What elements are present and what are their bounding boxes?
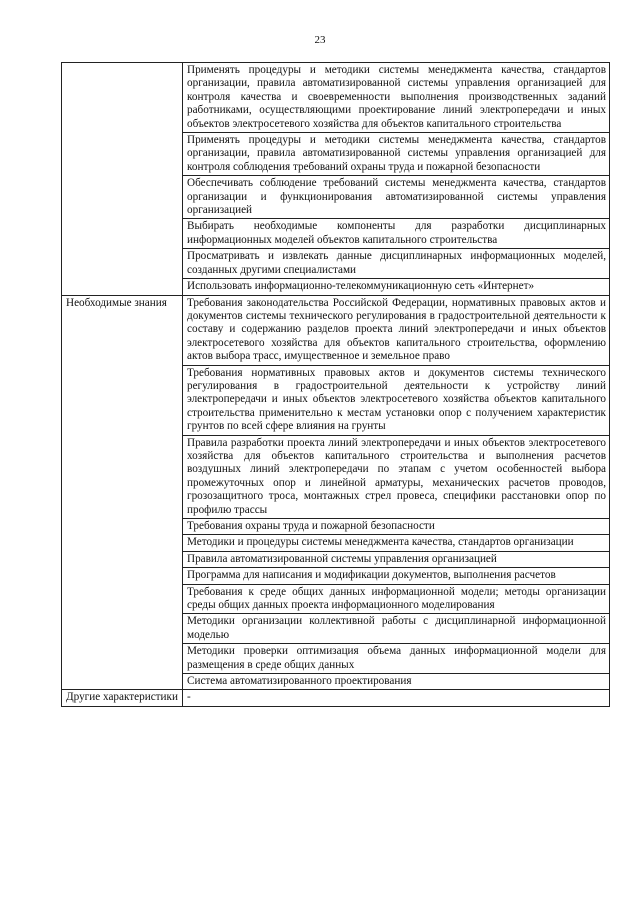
table-cell: Выбирать необходимые компоненты для разработки дисциплинарных информационных моделей объектов капитального строительства (183, 219, 610, 249)
table-cell: Требования законодательства Российской Федерации, нормативных правовых актов и документов системы технического регулирования в градостроительной деятельности к составу и содержанию разделов проекта линий электропередачи и иных объектов электросетевого хозяйства для объектов капитального строительства, оформлению актов выбора трасс, имущественное и земельное право (183, 295, 610, 365)
table-cell: Применять процедуры и методики системы менеджмента качества, стандартов организации, правила автоматизированной системы управления организацией для контроля соблюдения требований охраны труда и пожарной безопасности (183, 133, 610, 176)
table-cell: Просматривать и извлекать данные дисциплинарных информационных моделей, созданных другими специалистами (183, 249, 610, 279)
table-cell: Требования охраны труда и пожарной безопасности (183, 519, 610, 535)
table-cell: Обеспечивать соблюдение требований системы менеджмента качества, стандартов организации и функционирования автоматизированной системы управления организацией (183, 176, 610, 219)
table-row (62, 295, 610, 365)
table-cell: Правила автоматизированной системы управления организацией (183, 551, 610, 567)
table-row (62, 63, 610, 133)
row-label-other: Другие характеристики (62, 690, 183, 706)
row-label-knowledge: Необходимые знания (62, 295, 183, 690)
table-cell: Требования к среде общих данных информационной модели; методы организации среды общих данных проекта информационного моделирования (183, 584, 610, 614)
table-cell: Система автоматизированного проектирования (183, 674, 610, 690)
table-cell: Использовать информационно-телекоммуникационную сеть «Интернет» (183, 279, 610, 295)
table-cell: Методики проверки оптимизация объема данных информационной модели для размещения в среде общих данных (183, 644, 610, 674)
table-row (62, 690, 610, 706)
table-cell: Применять процедуры и методики системы менеджмента качества, стандартов организации, правила автоматизированной системы управления организацией для контроля качества и своевременности выполнения производственных заданий работниками, осуществляющими проектирование линий электропередачи и иных объектов электросетевого хозяйства для объектов капитального строительства (183, 63, 610, 133)
table-cell: Методики организации коллективной работы с дисциплинарной информационной моделью (183, 614, 610, 644)
page-number: 23 (314, 34, 326, 46)
table-cell: - (183, 690, 610, 706)
row-label (62, 63, 183, 296)
table-cell: Методики и процедуры системы менеджмента качества, стандартов организации (183, 535, 610, 551)
table-cell: Программа для написания и модификации документов, выполнения расчетов (183, 568, 610, 584)
table-cell: Требования нормативных правовых актов и документов системы технического регулирования в градостроительной деятельности к устройству линий электропередачи и иных объектов электросетевого хозяйства объектов капитального строительства применительно к местам установки опор с получением характеристик грунтов по всей сфере влияния на грунты (183, 365, 610, 435)
table-cell: Правила разработки проекта линий электропередачи и иных объектов электросетевого хозяйства для объектов капитального строительства и выполнения расчетов воздушных линий электропередачи по этапам с учетом особенностей выбора промежуточных опор и линейной арматуры, механических расчетов проводов, грозозащитного троса, монтажных стрел провеса, специфики расстановки опор по профилю трассы (183, 435, 610, 518)
specification-table (61, 62, 610, 707)
